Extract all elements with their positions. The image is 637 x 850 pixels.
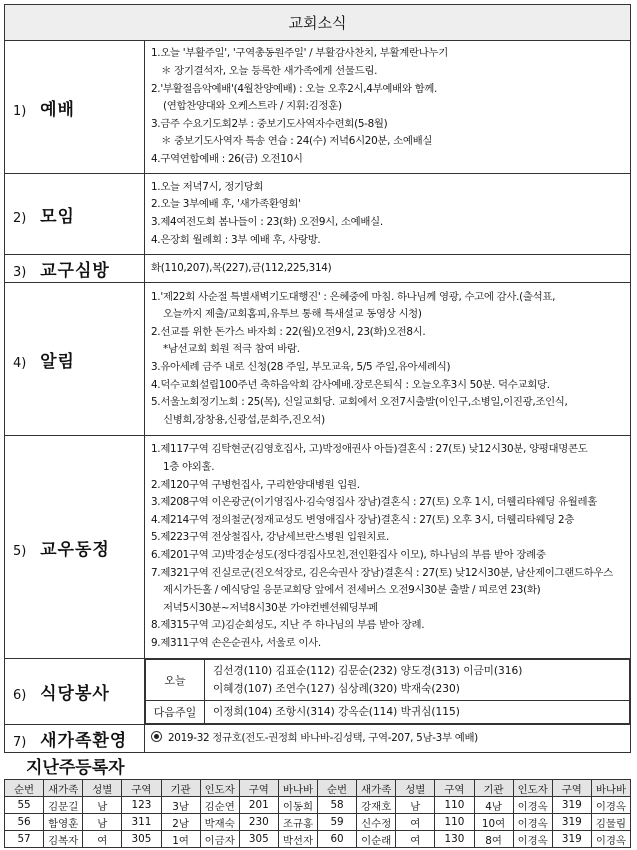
section-label: 교구심방 [40,261,110,281]
table-cell: 조규홍 [278,814,317,831]
column-header: 순번 [318,780,357,797]
table-cell: 이경옥 [513,831,552,848]
table-cell: 201 [239,797,278,814]
text-line: 5.서울노회정기노회 : 25(목), 신일교회당. 교회에서 오전7시출발(이인구,소병일,이진광,조인식, [151,396,568,409]
section-number: 5) [13,543,27,559]
table-cell: 311 [122,814,161,831]
section-worship [5,41,631,174]
section-number: 6) [13,688,27,703]
text-line: 4.구역연합예배 : 26(금) 오전10시 [151,152,303,165]
table-cell: 60 [318,831,357,848]
section-label: 새가족환영 [40,731,128,751]
table-cell: 8여 [474,831,513,848]
table-header-row [5,780,631,797]
table-cell: 123 [122,797,161,814]
text-line: 이혜경(107) 조연수(127) 심상례(320) 박재숙(230) [213,683,460,695]
table-cell: 김순연 [200,797,239,814]
kitchen-next-names: 이정희(104) 조항시(314) 강옥순(114) 박귀심(115) [205,701,630,724]
text-line: 7.제321구역 진실로군(진오석장로, 김은숙권사 장남)결혼식 : 27(토) 낮12시30분, 남산제이그랜드하우스 [151,566,613,579]
column-header: 구역 [122,780,161,797]
section-meeting [5,174,631,255]
table-cell: 박선자 [278,831,317,848]
table-cell: 110 [435,797,474,814]
text-line: 3.제208구역 이은광군(이기영집사·김숙영집사 장남)결혼식 : 27(토) 오후 1시, 더웰리타웨딩 유월레홀 [151,496,597,509]
text-line: 오늘까지 제출/교회홈피,유투브 통해 특새설교 동영상 시청) [163,308,422,321]
page-title: 교회소식 [5,5,631,41]
column-header: 구역 [435,780,474,797]
table-cell: 4남 [474,797,513,814]
section-number: 7) [13,735,27,750]
section-content [145,436,631,659]
radio-selected-icon [151,731,162,742]
text-line: 1.'제22회 사순절 특별새벽기도대행진' : 은혜중에 마침. 하나님께 영광, 수고에 감사.(출석표, [151,290,556,303]
table-cell: 130 [435,831,474,848]
text-line: 1.오늘 '부활주일', '구역총동원주일' / 부활감사찬치, 부활계란나누기 [151,47,448,60]
table-row [5,831,631,848]
text-line: 4.덕수교회설립100주년 축하음악회 감사예배.장로은퇴식 : 오늘오후3시 50분. 덕수교회당. [151,378,550,391]
table-cell: 여 [396,814,435,831]
text-line: (연합찬양대와 오케스트라 / 지휘:김정훈) [163,100,342,113]
section-label: 교우동정 [40,539,110,560]
table-cell: 319 [552,831,591,848]
text-line: 3.유아세례 금주 내로 신청(28 주일, 부모교육, 5/5 주일,유아세례식) [151,361,451,373]
column-header: 인도자 [200,780,239,797]
text-line: 3.금주 수요기도회2부 : 중보기도사역자수련회(5-8월) [151,117,388,130]
text-line: 2.'부활절음악예배'(4월찬양예배) : 오늘 오후2시,4부예배와 함께. [151,82,438,95]
text-line: 4.은장회 월례회 : 3부 예배 후, 사랑방. [151,233,321,246]
section-members [5,436,631,659]
text-line: 5.제223구역 전상철집사, 강남세브란스병원 입원치료. [151,531,390,544]
table-cell: 319 [552,797,591,814]
table-cell: 110 [435,814,474,831]
text-line: 신병희,장창용,신광섭,문희주,진오석) [163,413,325,426]
text-line: 9.제311구역 손은순권사, 서울로 이사. [151,636,321,649]
column-header: 성별 [83,780,122,797]
table-cell: 강재호 [357,797,396,814]
table-cell: 김복자 [44,831,83,848]
table-cell: 57 [5,831,44,848]
table-cell: 남 [83,797,122,814]
section-content [145,174,631,255]
section-label: 식당봉사 [40,684,110,704]
section-content [145,255,631,283]
text-line: 저녁5시30분~저녁8시30분 가야컨벤션웨딩부페 [163,601,378,614]
table-cell: 2남 [161,814,200,831]
column-header: 새가족 [44,780,83,797]
table-cell: 이경옥 [591,831,630,848]
section-label: 예배 [40,99,75,120]
kitchen-today-names [205,660,630,701]
registration-heading: 지난주등록자 [26,758,125,778]
section-number: 3) [13,265,27,280]
table-cell: 305 [122,831,161,848]
table-cell: 이동희 [278,797,317,814]
column-header: 바나바 [591,780,630,797]
column-header: 구역 [552,780,591,797]
table-cell: 남 [83,814,122,831]
text-line: 김선경(110) 김표순(112) 김문순(232) 양도경(313) 이금미(316) [213,665,523,677]
table-cell: 이순래 [357,831,396,848]
table-cell: 여 [396,831,435,848]
column-header: 구역 [239,780,278,797]
section-content [145,41,631,174]
section-welcome [5,725,631,753]
table-cell: 59 [318,814,357,831]
table-cell: 1여 [161,831,200,848]
table-cell: 이경옥 [513,814,552,831]
text-line: 4.제214구역 정의철군(정재교성도 변영애집사 장남)결혼식 : 27(토) 오후 3시, 더웰리타웨딩 2층 [151,513,575,526]
text-line: 1.오늘 저녁7시, 정기당회 [151,180,264,193]
table-cell: 김물림 [591,814,630,831]
text-line: 3.제4여전도회 봄나들이 : 23(화) 오전9시, 소예배실. [151,216,383,228]
registration-table [4,779,631,848]
table-cell: 55 [5,797,44,814]
table-cell: 이경옥 [513,797,552,814]
text-line: 제시가든홀 / 예식당일 응문교회당 앞에서 전세버스 오전9시30분 출발 / 피로연 23(화) [163,584,541,597]
text-line: 1.제117구역 김탁현군(김영호집사, 고)박정애권사 아들)결혼식 : 27(토) 낮12시30분, 양평대명콘도 [151,443,588,456]
table-row [5,814,631,831]
bulletin [4,4,631,848]
table-cell: 319 [552,814,591,831]
section-label: 알림 [40,351,75,372]
table-cell: 이금자 [200,831,239,848]
text-line: ＊ 중보기도사역자 특송 연습 : 24(수) 저녁6시20분, 소예배실 [161,135,433,148]
welcome-text: 2019-32 정규호(전도-권정희 바나바-김성택, 구역-207, 5남-3부 예배) [168,731,478,744]
section-content [145,659,631,725]
section-number: 2) [13,210,27,226]
column-header: 성별 [396,780,435,797]
column-header: 인도자 [513,780,552,797]
section-content [145,725,631,753]
text-line: 1층 야외홀. [163,461,215,474]
column-header: 순번 [5,780,44,797]
table-cell: 10여 [474,814,513,831]
table-cell: 여 [83,831,122,848]
table-cell: 230 [239,814,278,831]
text-line: 2.제120구역 구병헌집사, 구리한양대병원 입원. [151,478,360,491]
text-line: 8.제315구역 고)김순희성도, 지난 주 하나님의 부름 받아 장례. [151,619,425,632]
column-header: 기관 [474,780,513,797]
text-line: 2.오늘 3부예배 후, '새가족환영회' [151,198,301,211]
kitchen-today-label: 오늘 [146,660,205,701]
section-label: 모임 [40,206,75,227]
text-line: 2.선교를 위한 돈가스 바자회 : 22(월)오전9시, 23(화)오전8시. [151,325,426,338]
column-header: 바나바 [278,780,317,797]
table-cell: 305 [239,831,278,848]
table-cell: 함영훈 [44,814,83,831]
table-cell: 이경옥 [591,797,630,814]
table-row [5,797,631,814]
kitchen-table [145,659,630,724]
column-header: 기관 [161,780,200,797]
table-cell: 남 [396,797,435,814]
text-line: ＊ 장기결석자, 오늘 등록한 새가족에게 선물드림. [161,65,378,78]
kitchen-next-label: 다음주일 [146,701,205,724]
section-number: 4) [13,355,27,371]
table-cell: 56 [5,814,44,831]
news-table [4,4,631,753]
section-content [145,283,631,436]
table-cell: 박재숙 [200,814,239,831]
table-cell: 58 [318,797,357,814]
column-header: 새가족 [357,780,396,797]
text-line: 화(110,207),목(227),금(112,225,314) [151,261,332,274]
table-cell: 김문길 [44,797,83,814]
section-visitation [5,255,631,283]
text-line: *남선교회 회원 적극 참여 바람. [163,343,300,356]
section-notice [5,283,631,436]
section-kitchen [5,659,631,725]
table-cell: 3남 [161,797,200,814]
text-line: 6.제201구역 고)박경순성도(정다경집사모친,전인환집사 이모), 하나님의 부름 받아 장례중 [151,549,546,561]
section-number: 1) [13,103,27,119]
table-cell: 신수정 [357,814,396,831]
